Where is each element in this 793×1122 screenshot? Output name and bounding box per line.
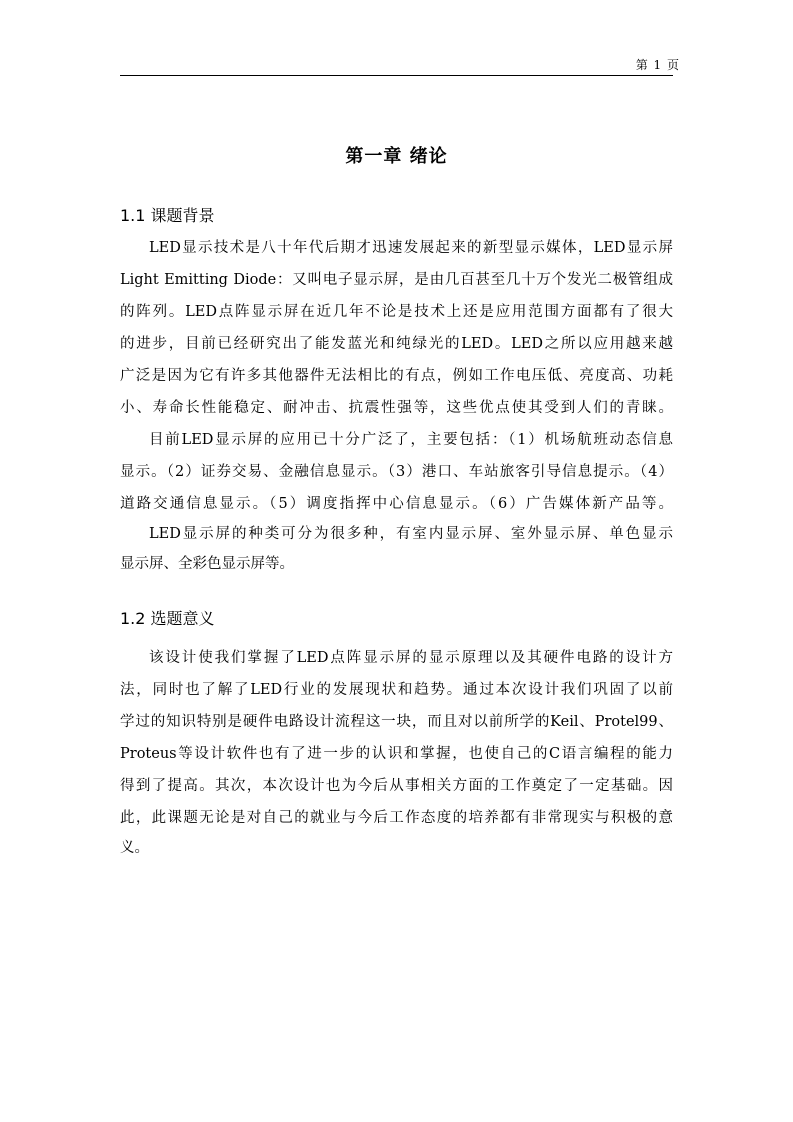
paragraph-line: 道路交通信息显示。（5）调度指挥中心信息显示。（6）广告媒体新产品等。 — [120, 496, 673, 512]
paragraph-line: 小、寿命长性能稳定、耐冲击、抗震性强等，这些优点使其受到人们的青睐。 — [120, 400, 673, 416]
paragraph-line: 目前LED显示屏的应用已十分广泛了，主要包括：（1）机场航班动态信息 — [149, 432, 673, 448]
chapter-title: 第一章 绪论 — [345, 146, 448, 167]
paragraph-line: 义。 — [120, 840, 149, 856]
paragraph-line: LED显示技术是八十年代后期才迅速发展起来的新型显示媒体，LED显示屏 — [149, 240, 673, 256]
paragraph-line: 的进步，目前已经研究出了能发蓝光和纯绿光的LED。LED之所以应用越来越 — [120, 336, 673, 352]
section-heading-background: 1.1 课题背景 — [120, 206, 215, 225]
page-number-header: 第 1 页 — [635, 58, 680, 72]
paragraph-line: 得到了提高。其次，本次设计也为今后从事相关方面的工作奠定了一定基础。因 — [120, 778, 673, 794]
paragraph-line: LED显示屏的种类可分为很多种，有室内显示屏、室外显示屏、单色显示 — [149, 526, 673, 542]
paragraph-line: 的阵列。LED点阵显示屏在近几年不论是技术上还是应用范围方面都有了很大 — [120, 304, 673, 320]
paragraph-line: 该设计使我们掌握了LED点阵显示屏的显示原理以及其硬件电路的设计方 — [149, 650, 673, 666]
paragraph-line: 显示屏、全彩色显示屏等。 — [120, 556, 294, 572]
paragraph-line: 此，此课题无论是对自己的就业与今后工作态度的培养都有非常现实与积极的意 — [120, 810, 673, 826]
paragraph-line: 学过的知识特别是硬件电路设计流程这一块，而且对以前所学的Keil、Protel99、 — [120, 714, 673, 730]
paragraph-line: Proteus等设计软件也有了进一步的认识和掌握，也使自己的C语言编程的能力 — [120, 746, 673, 762]
section-heading-significance: 1.2 选题意义 — [120, 609, 215, 628]
paragraph-line: Light Emitting Diode：又叫电子显示屏，是由几百甚至几十万个发光二极管组成 — [120, 272, 673, 288]
header-divider — [120, 75, 673, 76]
paragraph-line: 广泛是因为它有许多其他器件无法相比的有点，例如工作电压低、亮度高、功耗 — [120, 368, 673, 384]
paragraph-line: 显示。（2）证券交易、金融信息显示。（3）港口、车站旅客引导信息提示。（4） — [120, 464, 673, 480]
paragraph-line: 法，同时也了解了LED行业的发展现状和趋势。通过本次设计我们巩固了以前 — [120, 682, 673, 698]
